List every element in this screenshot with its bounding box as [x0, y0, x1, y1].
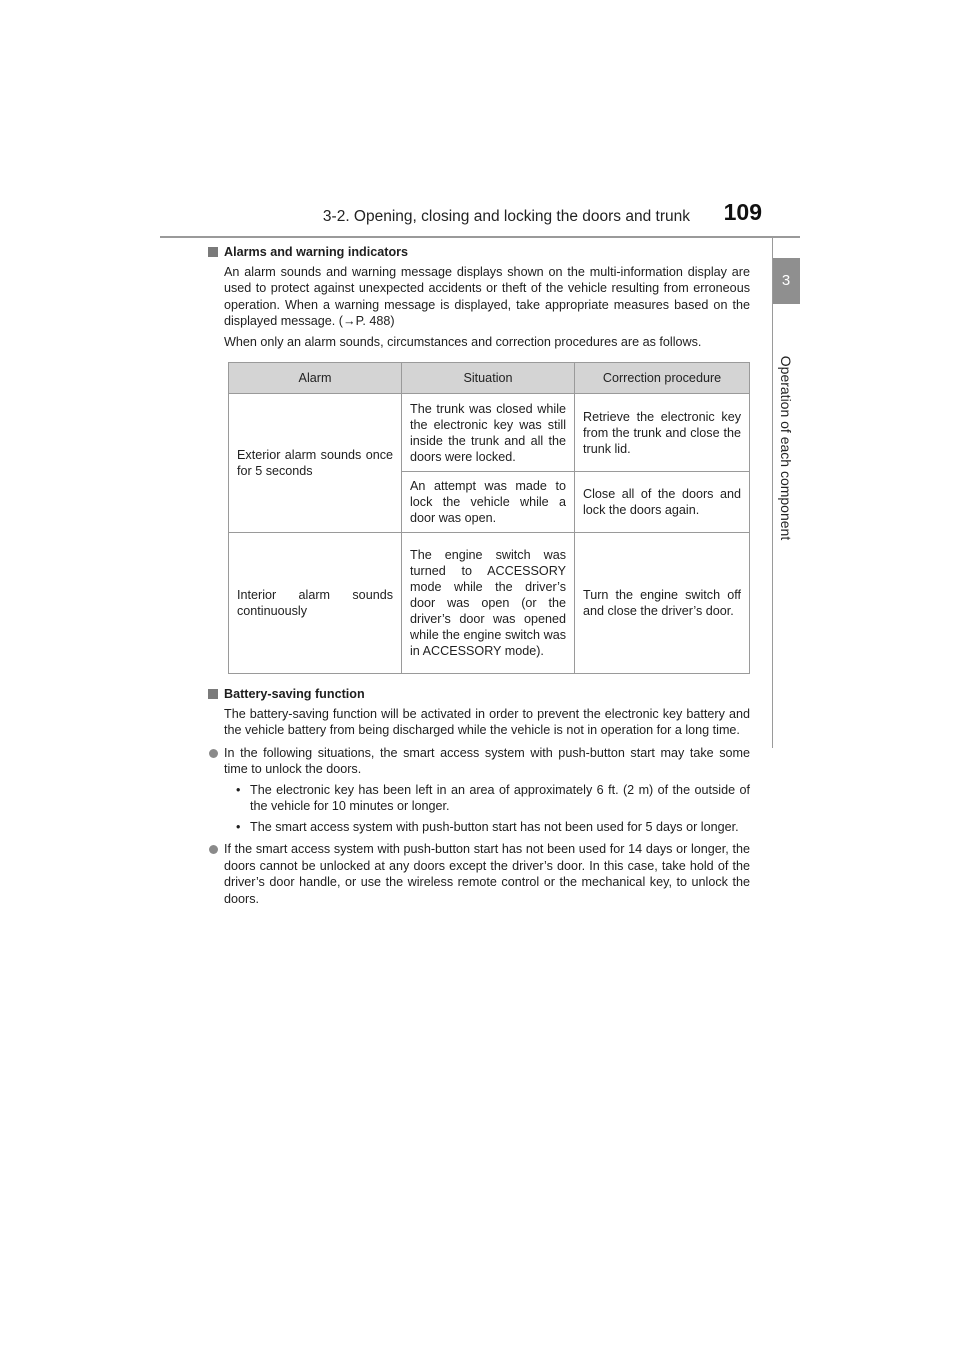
chapter-side-tab: [772, 238, 800, 748]
alarm-table: [228, 362, 750, 674]
page-number: 109: [723, 199, 762, 225]
situation-cell: The trunk was closed while the electronic key was still inside the trunk and all the doors were locked.: [402, 394, 575, 472]
col-header-alarm: Alarm: [229, 363, 402, 394]
square-bullet-icon: [208, 247, 218, 257]
alarms-paragraph: An alarm sounds and warning message displays shown on the multi-information display are used to protect against unexpected accidents or theft of the vehicle resulting from erroneous operation. When a warning message is displayed, take appropriate measures based on the displayed message. (→P. 488): [224, 264, 750, 328]
situation-cell: The engine switch was turned to ACCESSORY mode while the driver’s door was open (or the driver’s door was opened while the engine switch was in ACCESSORY mode).: [402, 533, 575, 674]
list-item: If the smart access system with push-button start has not been used for 14 days or longer, the doors cannot be unlocked at any doors except the driver’s door. In this case, take hold of the driver’s door handle, or use the wireless remote control or the mechanical key, to unlock the doors.: [208, 841, 750, 907]
battery-heading: Battery-saving function: [208, 686, 750, 703]
sub-bullet-marker: •: [236, 819, 241, 834]
list-item: In the following situations, the smart access system with push-button start may take some time to unlock the doors.: [208, 745, 750, 778]
chapter-label: Operation of each component: [778, 355, 794, 541]
circle-bullet-icon: [209, 749, 218, 758]
sub-list-item: • The smart access system with push-button start has not been used for 5 days or longer.: [236, 819, 739, 834]
square-bullet-icon: [208, 689, 218, 699]
alarms-intro: When only an alarm sounds, circumstances and correction procedures are as follows.: [224, 334, 702, 349]
table-row: [229, 394, 750, 472]
table-header-row: [229, 363, 750, 394]
battery-paragraph: The battery-saving function will be activated in order to prevent the electronic key battery and the vehicle battery from being discharged while the vehicle is not in operation for a long time.: [224, 706, 750, 737]
correction-cell: Turn the engine switch off and close the driver’s door.: [575, 533, 750, 674]
correction-cell: Close all of the doors and lock the doors again.: [575, 472, 750, 533]
page-header: [160, 196, 800, 238]
col-header-situation: Situation: [402, 363, 575, 394]
col-header-correction: Correction procedure: [575, 363, 750, 394]
sub-bullet-marker: •: [236, 782, 241, 797]
situation-cell: An attempt was made to lock the vehicle while a door was open.: [402, 472, 575, 533]
sub-list-item: • The electronic key has been left in an area of approximately 6 ft. (2 m) of the outside of the vehicle for 10 minutes or longer.: [236, 782, 750, 813]
section-title: 3-2. Opening, closing and locking the doors and trunk: [322, 208, 690, 225]
header-rule: [160, 236, 800, 238]
chapter-number: 3: [772, 258, 800, 304]
circle-bullet-icon: [209, 845, 218, 854]
page-content: [208, 244, 750, 910]
alarm-cell: Exterior alarm sounds once for 5 seconds: [229, 394, 402, 533]
battery-section: [208, 686, 750, 907]
alarm-cell: Interior alarm sounds continuously: [229, 533, 402, 674]
alarms-heading: Alarms and warning indicators: [208, 244, 750, 261]
correction-cell: Retrieve the electronic key from the trunk and close the trunk lid.: [575, 394, 750, 472]
table-row: [229, 533, 750, 674]
